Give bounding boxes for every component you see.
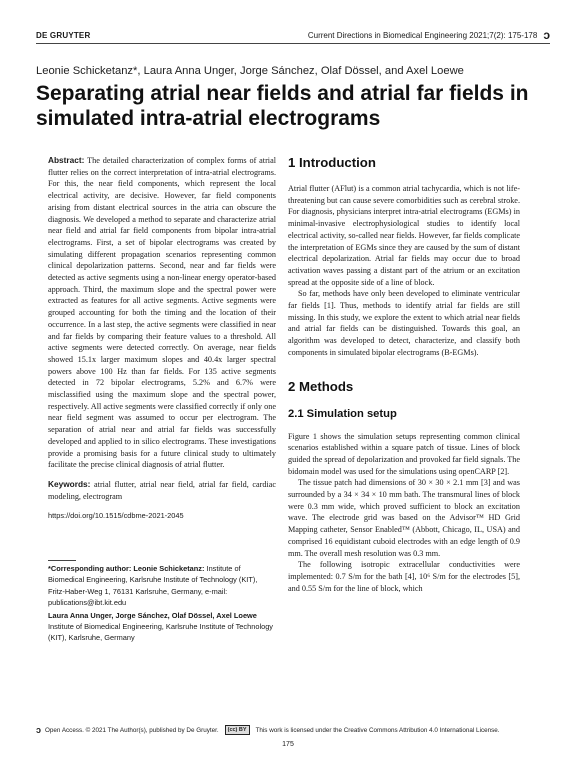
open-access-icon: ɔ <box>543 28 550 42</box>
publisher-name: DE GRUYTER <box>36 30 91 40</box>
paper-title: Separating atrial near fields and atrial far fields in simulated intra-atrial electrograms <box>36 82 529 130</box>
author-list: Leonie Schicketanz*, Laura Anna Unger, Jorge Sánchez, Olaf Dössel, and Axel Loewe <box>36 65 464 77</box>
keywords-text: atrial flutter, atrial near field, atrial far field, cardiac modeling, electrogram <box>48 479 276 501</box>
right-column <box>288 155 520 594</box>
introduction-paragraph-1: Atrial flutter (AFlut) is a common atrial tachycardia, which is not life-threatening but can cause severe comorbidities such as cerebral stroke. For diagnosis, physicians interpret intra-atrial electrograms (EGMs) in minimal-invasive electrophysiological studies to identify local electrical activity, so-called near fields. However, far fields complicate the interpretation of EGMs since they are caused by the sum of distant electrical depolarization. Atrial far fields may occur due to broad activation waves passing a distant part of the atrium or an excitation spread at the opposite side of a line of block. <box>288 184 520 287</box>
coauthor-note <box>48 610 276 644</box>
keywords-label: Keywords: <box>48 478 91 489</box>
corresponding-author-note <box>48 563 276 608</box>
introduction-paragraph-2: So far, methods have only been developed to eliminate ventricular far fields [1]. Thus, methods to identify atrial far fields are still missing. In this study, we explore the extent to which atrial near fields and atrial far fields can be distinguished. Towards this goal, an algorithm was developed to detect, characterize, and classify both components in simulated bipolar electrograms (B-EGMs). <box>288 289 520 357</box>
abstract-text: The detailed characterization of complex forms of atrial flutter relies on the correct interpretation of intra-atrial electrograms. For this, the near field components, which represent the local electrical activity, are decisive. However, far field components arising from distant electrical sources in the atria can obscure the diagnosis. We developed a method to separate and characterize atrial near field and atrial far field components from bipolar intra-atrial electrograms. First, a set of bipolar electrograms was created by simulating different propagation scenarios representing common clinical depolarization patterns. Second, near and far fields were detected as active segments using a non-linear energy operator-based approach. Third, the maximum slope and the spectral power were extracted as features for all active segments. Active segments were grouped accounting for both the timing and the location of their occurrence. In a last step, the active segments were classified in near and far fields by comparing their feature values to a threshold. All active segments were detected correctly. On average, near fields showed 15.1x larger maximum slopes and 40.4x larger spectral powers above 100 Hz than far fields. For 135 active segments detected in 72 bipolar electrograms, 5.2% and 6.7% were misclassified using the maximum slope and the spectral power, respectively. All active segments were classified correctly if only one near field segment was assumed to occur per electrogram. The separation of atrial near and atrial far fields was successfully developed and applied to in silico electrograms. These investigations provide a promising basis for a future clinical study to ultimately facilitate the precise clinical diagnosis of atrial flutter. <box>48 156 276 470</box>
introduction-heading: 1 Introduction <box>288 155 376 170</box>
running-header <box>36 27 550 43</box>
coauthor-label: Laura Anna Unger, Jorge Sánchez, Olaf Dössel, Axel Loewe <box>48 610 257 620</box>
corresponding-author-text: Institute of Biomedical Engineering, Karlsruhe Institute of Technology (KIT), Fritz-Haber-Weg 1, 76131 Karlsruhe, Germany, e-mail: publications@ibt.kit.edu <box>48 564 258 607</box>
journal-citation: Current Directions in Biomedical Engineering 2021;7(2): 175-178 <box>307 30 538 40</box>
simulation-setup-heading: 2.1 Simulation setup <box>288 407 397 420</box>
open-access-icon: ɔ <box>36 724 42 735</box>
abstract-label: Abstract: <box>48 155 85 165</box>
methods-heading: 2 Methods <box>288 378 354 394</box>
left-column <box>48 155 276 644</box>
corresponding-author-label: *Corresponding author: Leonie Schicketanz: <box>48 564 205 574</box>
doi-link[interactable]: https://doi.org/10.1515/cdbme-2021-2045 <box>48 511 184 521</box>
footnote-divider <box>48 560 76 561</box>
journal-citation-group <box>308 29 550 41</box>
license-text-before: Open Access. © 2021 The Author(s), published by De Gruyter. <box>45 726 219 734</box>
methods-paragraph-1: Figure 1 shows the simulation setups representing common clinical scenarios established within a square patch of tissue. Lines of block guided the spread of depolarization and provoked far field signals. The bidomain model was used for the simulations using openCARP [2]. <box>288 431 520 476</box>
header-divider <box>36 43 550 44</box>
methods-paragraph-3: The following isotropic extracellular conductivities were implemented: 0.7 S/m for the bath [4], 10⁶ S/m for the electrodes [5], and 0.55 S/m for the line of block, which <box>288 560 520 593</box>
coauthor-text: Institute of Biomedical Engineering, Karlsruhe Institute of Technology (KIT), Karlsruhe, Germany <box>48 622 273 643</box>
license-text-after: This work is licensed under the Creative Commons Attribution 4.0 International License. <box>255 726 500 734</box>
page-number: 175 <box>282 741 294 748</box>
cc-by-badge-icon: (cc) BY <box>225 725 250 735</box>
keywords <box>48 479 276 502</box>
methods-paragraph-2: The tissue patch had dimensions of 30 × 30 × 2.1 mm [3] and was surrounded by a 34 × 34 × 10 mm bath. The transmural lines of block were 0.3 mm wide, which proved sufficient to block an excitation wave. The electrode grid was based on the Advisor™ HD Grid Mapping catheter, Sensor Enabled™ (Abbott, Chicago, IL, USA) and comprised 16 equidistant cuboid electrodes with an edge length of 0.9 mm. The overall mesh resolution was 0.3 mm. <box>288 478 520 558</box>
license-footer <box>36 725 550 735</box>
abstract <box>48 155 276 471</box>
